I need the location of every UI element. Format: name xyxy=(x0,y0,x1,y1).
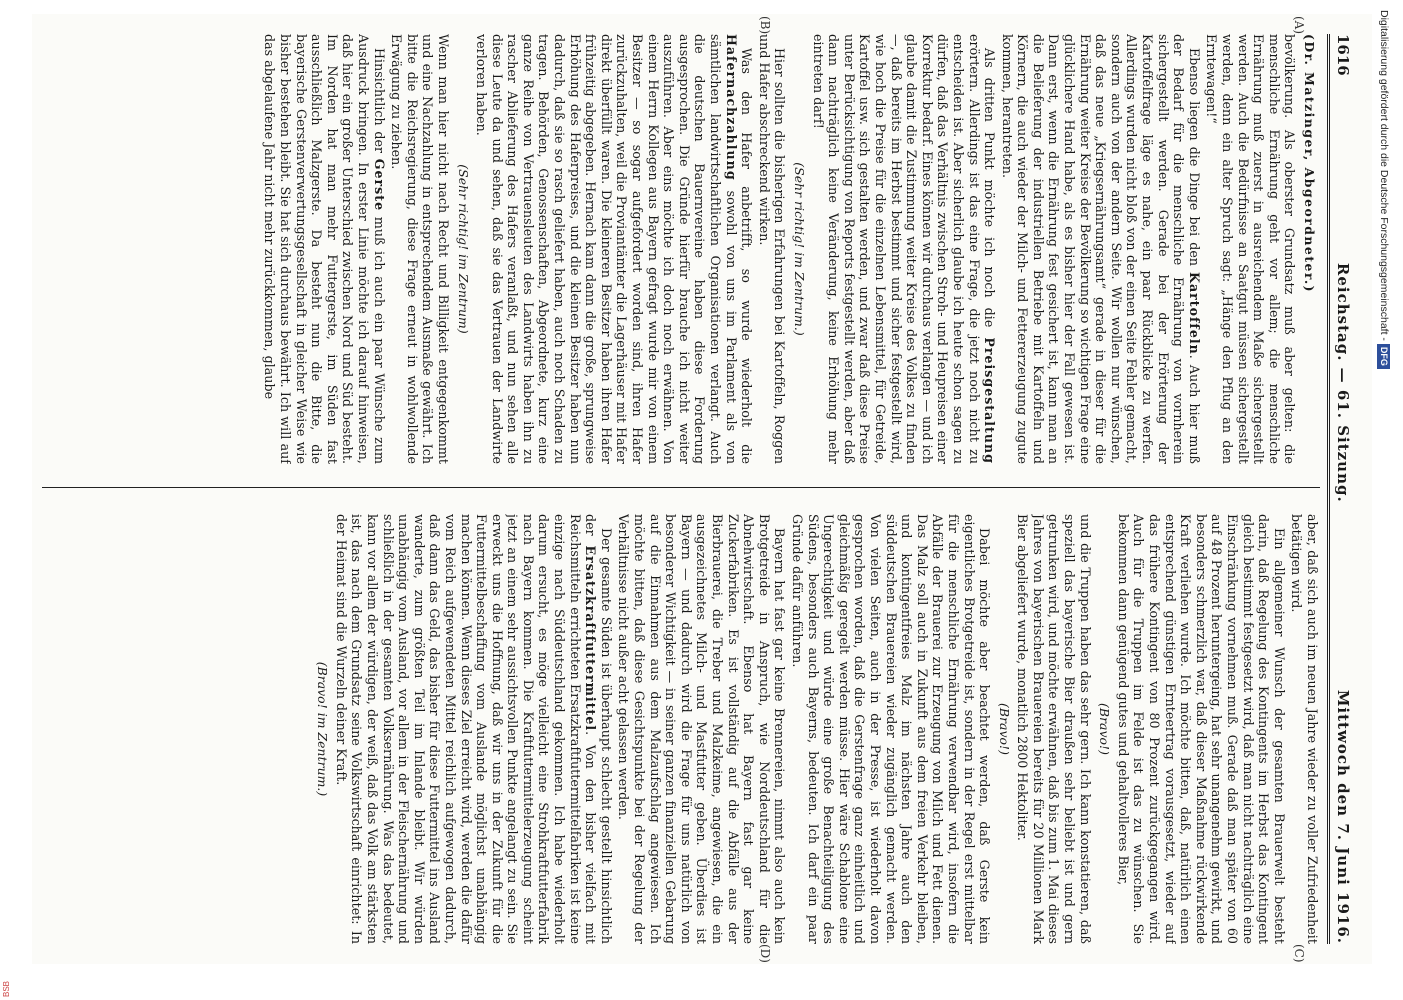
right-running-title: Mittwoch den 7. Juni 1916. xyxy=(1334,689,1352,944)
page-number: 1616 xyxy=(1334,34,1352,76)
margin-letter-b: (B) xyxy=(758,16,772,35)
digitization-credit xyxy=(1376,10,1400,990)
paragraph: aber, daß sich auch im neuen Jahre wieder zu voller Zufriedenheit betätigen wird. xyxy=(1289,514,1320,944)
dfg-logo: DFG xyxy=(1377,344,1390,369)
paragraph: und die Truppen haben das sehr gern. Ich kann konstatieren, daß speziell das bayerische Bier draußen sehr beliebt ist und gern getrunken wird, und möchte erwähnen, daß bis zum 1. Mai dieses Jahres von bayerischen Brauereien bereits für 20 Millionen Mark Bier abgeliefert wurde, monatlich 2800 Hektoliter. xyxy=(1015,514,1093,944)
paragraph: bevölkerung. Als oberster Grundsatz muß aber gelten: die menschliche Ernährung geht vor allem; die menschliche Ernährung muß zuerst in ausreichendem Maße sichergestellt werden. Auch die Bedürfnisse an Saatgut müssen sichergestellt werden, denn ein alter Spruch sagt: „Hänge den Pflug an den Erntewagen!“ xyxy=(1204,34,1298,464)
keyword: Hafernachzahlung xyxy=(723,34,739,181)
paragraph: Der gesamte Süden ist überhaupt schlecht gestellt hinsichtlich der Ersatzkraftfuttermittel. Von den bisher vielfach mit Reichsmitteln errichteten Ersatzkraftfuttermittelfabriken ist keine einzige nach Süddeutschland gekommen. Ich habe wiederholt darum ersucht, es möge vielleicht eine Strohkraftfutterfabrik nach Bayern kommen. Die Kraftfuttermittelerzeugung scheint jetzt an einem sehr aussichtsvollen Punkte angelangt zu sein. Sie erweckt uns die Hoffnung, daß wir uns in der Zukunft für die Futtermittelbeschaffung vom Auslande möglichst unabhängig machen können. Wenn dieses Ziel erreicht wird, werden die dafür vom Reich aufgewendeten Mittel reichlich aufgewogen dadurch, daß dann das Geld, das bisher für diese Futtermittel ins Ausland wanderte, zum größten Teil im Inlande bleibt. Wir würden unabhängig vom Ausland, vor allem in der Fleischernährung und schließlich in der gesamten Volksernährung. Was das bedeutet, kann vor allem der würdigen, der weiß, daß das Volk am stärksten ist, das nach dem Grundsatz seine Volkswirtschaft einrichtet: In der Heimat sind die Wurzeln deiner Kraft. xyxy=(333,514,614,944)
library-tag xyxy=(2,975,18,997)
paragraph: Wenn man hier nicht nach Recht und Billigkeit entgegenkommt und eine Nachzahlung in entsprechendem Ausmaße gewährt. Ich bitte die Reichsregierung, diese Frage erneut in wohlwollende Erwägung zu ziehen. xyxy=(389,34,451,464)
margin-letter-a: (A) xyxy=(1292,16,1306,35)
paragraph: Was den Hafer anbetrifft, so wurde wiederholt die Hafernachzahlung sowohl von uns im Parlament als von sämtlichen landwirtschaftlichen Organisationen verlangt. Auch die deutschen Bauernvereine haben diese Forderung ausgesprochen. Die Gründe hierfür brauche ich nicht weiter auszuführen. Aber eins möchte ich doch noch erwähnen. Von einem Herrn Kollegen aus Bayern gefragt wurde mir von einem Besitzer — so sogar aufgefordert worden sind, ihren Hafer zurückzuhalten, weil die Proviantämter die Lagerhäuser mit Hafer direkt überfüllt waren. Die kleineren Besitzer haben ihren Hafer frühzeitig abgegeben. Hernach kam dann die große, sprungweise Erhöhung des Haferpreises, und die kleinen Besitzer haben nun dadurch, daß sie so rasch geliefert haben, auch noch Schaden zu tragen. Behörden, Genossenschaften, Abgeordnete, kurz eine ganze Reihe von Vertrauensleuten des Landwirts haben ihn zu rascher Ablieferung des Hafers veranlaßt, und nun sehen alle diese Leute da und sehen, daß sie das Vertrauen der Landwirte verloren haben. xyxy=(474,34,755,464)
right-column xyxy=(42,514,1320,944)
interjection: (Bravo!) xyxy=(996,703,1012,755)
paragraph: Als dritten Punkt möchte ich noch die Preisgestaltung erörtern. Allerdings ist das eine Frage, die jetzt noch nicht zu entscheiden ist. Aber sicherlich glaube ich heute schon sagen zu dürfen, daß das Verhältnis zwischen Stroh- und Heupreisen einer Korrektur bedarf. Eines können wir durchaus verlangen — und ich glaube damit die Zustimmung weiter Kreise des Volkes zu finden —, daß bereits im Herbst bestimmt und sicher festgestellt wird, wie hoch die Preise für die einzelnen Lebensmittel, für Getreide, Kartoffel usw. sich gestalten werden, und zwar daß diese Preise unter Berücksichtigung von Reports festgestellt werden, aber daß dann nachträglich keine Veränderung, keine Erhöhung mehr eintreten darf! xyxy=(810,34,998,464)
credit-text: Digitalisierung gefördert durch die Deutsche Forschungsgemeinschaft - xyxy=(1378,10,1390,341)
paragraph: Ebenso liegen die Dinge bei den Kartoffeln. Auch hier muß der Bedarf für die menschliche Ernährung von vornherein sichergestellt werden. Gerade bei der Erörterung der Kartoffelfrage läge es nahe, ein paar Rückblicke zu werfen. Allerdings wurden nicht bloß von der einen Seite Fehler gemacht, sondern auch von der andern Seite. Wir wollen nur wünschen, daß das neue „Kriegsernährungsamt“ gerade in dieser für die Ernährung weiter Kreise der Bevölkerung so wichtigen Frage eine glücklichere Hand habe, als es bisher hier der Fall gewesen ist. Dann erst, wenn die Ernährung fest gesichert ist, kann man an die Belieferung der industriellen Betriebe mit Kartoffeln und Körnern, die auch wieder der Milch- und Fettererzeugung zugute kommen, herantreten. xyxy=(999,34,1202,464)
header-rule xyxy=(1327,34,1330,944)
paragraph: Dabei möchte aber beachtet werden, daß Gerste kein eigentliches Brotgetreide ist, sondern in der Regel erst mittelbar für die menschliche Ernährung verwendbar wird, insofern die Abfälle der Brauerei zur Erzeugung von Milch und Fett dienen. Das Malz soll auch in Zukunft aus dem freien Verkehr bleiben, und kontingentfreies Malz im nächsten Jahre auch den süddeutschen Brauereien wieder zugänglich gemacht werden. Von vielen Seiten, auch in der Presse, ist wiederholt davon gesprochen worden, daß die Gerstenfrage ganz einheitlich und gleichmäßig geregelt werden müsse. Hier wäre Schablone eine Ungerechtigkeit und würde eine große Benachteiligung des Südens, besonders auch Bayerns, bedeuten. Ich darf ein paar Gründe dafür anführen. xyxy=(790,514,993,944)
keyword: Gerste xyxy=(371,158,387,212)
paragraph: Hinsichtlich der Gerste muß ich auch ein paar Wünsche zum Ausdruck bringen. In erster Linie möchte ich darauf hinweisen, daß hier ein großer Unterschied zwischen Nord und Süd besteht. Im Norden hat man mehr Futtergerste, im Süden fast ausschließlich Malzgerste. Da besteht nun die Bitte, die bayerische Gerstenverwertungsgesellschaft in gleicher Weise wie bisher bestehen bleibt. Sie hat sich durchaus bewährt. Ich will auf das abgelaufene Jahr nicht mehr zurückkommen, glaube xyxy=(262,34,387,464)
running-head xyxy=(1334,34,1364,944)
column-divider xyxy=(42,487,1320,488)
margin-letter-d: (D) xyxy=(758,944,772,963)
interjection: (Bravo! im Zentrum.) xyxy=(315,661,331,797)
left-column xyxy=(42,34,1320,464)
interjection: (Sehr richtig! im Zentrum.) xyxy=(792,162,807,336)
keyword: Ersatzkraftfuttermittel xyxy=(583,545,599,732)
paragraph: Hier sollten die bisherigen Erfahrungen bei Kartoffeln, Roggen und Hafer abschreckend wirken. xyxy=(756,34,788,464)
keyword: Kartoffeln xyxy=(1186,272,1202,355)
library-tag-text: BSB xyxy=(2,980,11,997)
paragraph: Ein allgemeiner Wunsch der gesamten Brauerwelt besteht darin, daß Regelung des Kontingents im Herbst das Kontingent gleich bestimmt festgesetzt wird, daß man nicht nachträglich eine Einschränkung vornehmen muß. Gerade daß man später von 60 auf 48 Prozent heruntergeing, hat sehr unangenehm gewirkt, und besonders schmerzlich war, daß dieser Maßnahme rückwirkende Kraft verliehen wurde. Ich möchte bitten, daß, natürlich einen entsprechend günstigen Ernteertrag vorausgesetzt, wieder auf das frühere Kontingent von 80 Prozent zurückgegangen wird. Auch für die Truppen im Felde ist das zu wünschen. Sie bekommen dann genügend gutes und gehaltvolleres Bier, xyxy=(1115,514,1287,944)
paragraph: Bayern hat fast gar keine Brennereien, nimmt also auch kein Brotgetreide in Anspruch, wie Norddeutschland für die Abnehwirtschaft. Ebenso hat Bayern fast gar keine Zuckerfabriken. Es ist vollständig auf die Abfälle aus der Bierbrauerei, die Treber und Malzkeime, angewiesen, die ein ausgezeichnetes Milch- und Mastfutter geben. Überdies ist Bayern — und dadurch wird die Frage für uns natürlich von besonderer Wichtigkeit — in seiner ganzen finanziellen Gebarung auf die Einnahmen aus dem Malzaufschlag angewiesen. Ich möchte bitten, daß diese Gesichtspunkte bei der Regelung der Verhältnisse nicht außer acht gelassen werden. xyxy=(616,514,788,944)
keyword: Preisgestaltung xyxy=(982,337,998,464)
left-running-title: Reichstag. — 61. Sitzung. xyxy=(1334,262,1352,503)
interjection: (Sehr richtig! im Zentrum) xyxy=(455,164,471,334)
speaker-line: (Dr. Matzinger, Abgeordneter.) xyxy=(1302,34,1317,293)
margin-letter-c: (C) xyxy=(1292,944,1306,963)
interjection: (Bravo!) xyxy=(1097,703,1113,755)
document-page xyxy=(32,14,1372,964)
